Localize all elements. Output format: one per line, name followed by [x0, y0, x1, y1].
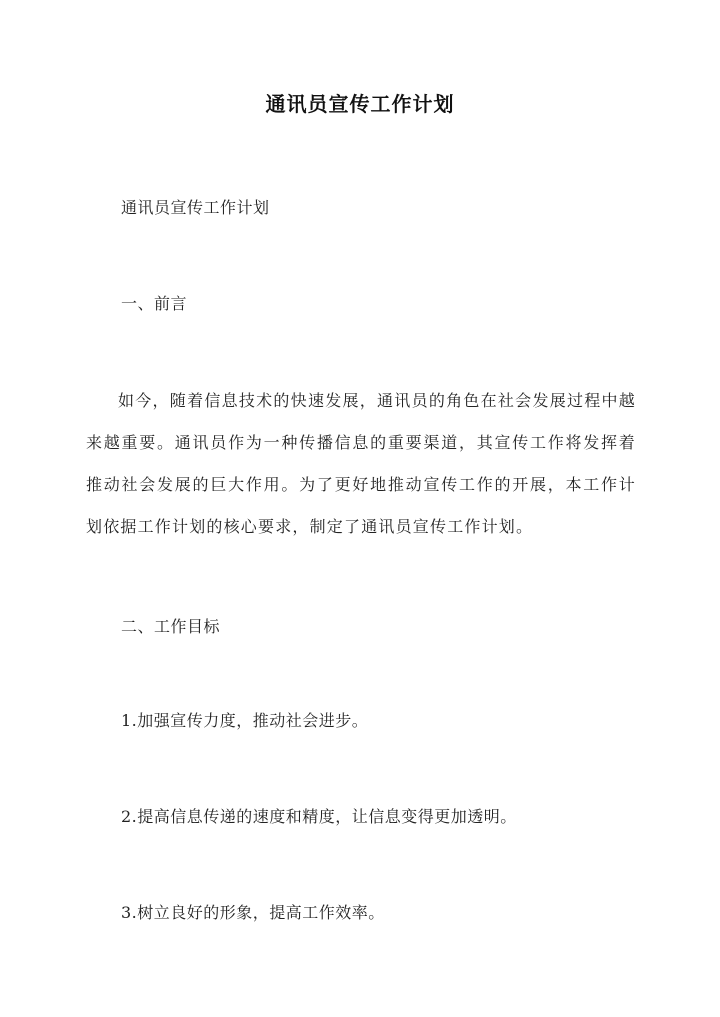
preface-paragraph: 如今，随着信息技术的快速发展，通讯员的角色在社会发展过程中越来越重要。通讯员作为一种传播信息的重要渠道，其宣传工作将发挥着推动社会发展的巨大作用。为了更好地推动宣传工作的开展，本工作计划依据工作计划的核心要求，制定了通讯员宣传工作计划。 [86, 391, 636, 536]
document-title: 通讯员宣传工作计划 [265, 92, 455, 116]
document-subtitle: 通讯员宣传工作计划 [121, 198, 270, 217]
section-heading-preface: 一、前言 [121, 294, 188, 313]
section-heading-goals: 二、工作目标 [121, 617, 221, 636]
goal-item-3: 3.树立良好的形象，提高工作效率。 [121, 903, 385, 922]
goal-item-1: 1.加强宣传力度，推动社会进步。 [121, 711, 369, 730]
goal-item-2: 2.提高信息传递的速度和精度，让信息变得更加透明。 [121, 807, 517, 826]
